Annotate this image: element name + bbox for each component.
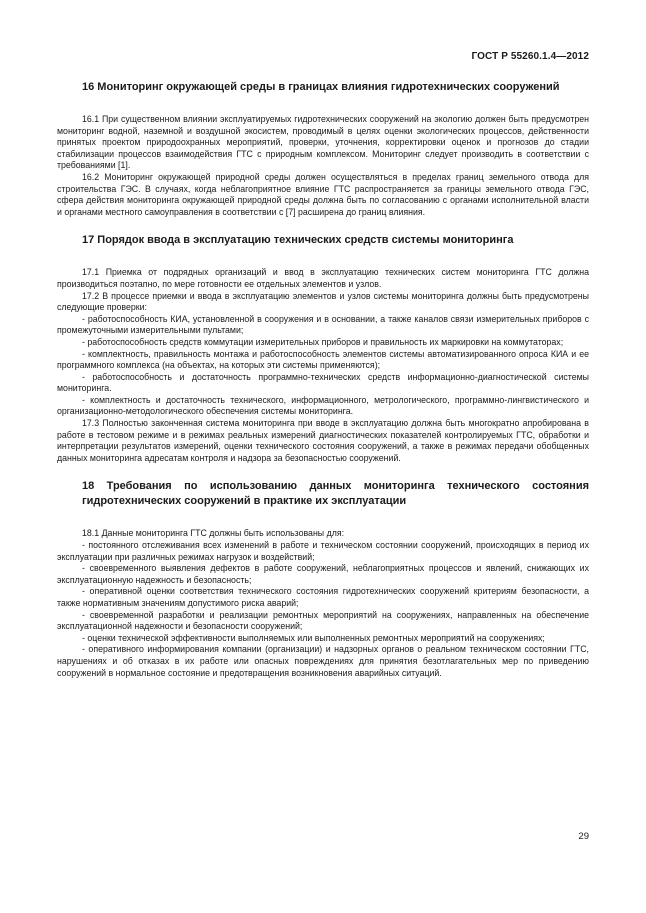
section-17 bbox=[57, 233, 589, 464]
section-heading: 18 Требования по использованию данных мониторинга технического состояния гидротехнических сооружений в практике их эксплуатации bbox=[82, 480, 589, 508]
list-item: - работоспособность средств коммутации измерительных приборов и правильность их маркировки на коммутаторах; bbox=[82, 336, 564, 347]
list-item: - комплектность и достаточность технического, информационного, метрологического, программно-лингвистического и организационно-методологического обеспечения системы мониторинга. bbox=[57, 394, 589, 417]
section-heading: 17 Порядок ввода в эксплуатацию технических средств системы мониторинга bbox=[82, 234, 514, 247]
paragraph: 17.1 Приемка от подрядных организаций и ввод в эксплуатацию технических систем мониторинга ГТС должна производиться поэтапно, по мере готовности ее отдельных элементов и узлов. bbox=[57, 267, 589, 289]
section-18 bbox=[57, 479, 589, 679]
list-item: - оценки технической эффективности выполняемых или выполненных ремонтных мероприятий на сооружениях; bbox=[82, 632, 545, 643]
section-heading: 16 Мониторинг окружающей среды в границах влияния гидротехнических сооружений bbox=[82, 81, 560, 93]
list-item: - комплектность, правильность монтажа и работоспособность элементов системы автоматизированного опроса КИА и ее программного комплекса (на объектах, на которых эти системы применяются); bbox=[57, 348, 589, 371]
paragraph: 16.1 При существенном влиянии эксплуатируемых гидротехнических сооружений на экологию должен быть предусмотрен мониторинг водной, наземной и воздушной экосистем, проводимый в целях оценки экологических процессов, действенности принятых проектом природоохранных мероприятий, проверки, уточнения, корректировки оценок и прогнозов до стадии стабилизации процессов взаимодействия ГТС с природным комплексом. Мониторинг следует производить в соответствии с требованиями [1]. bbox=[57, 114, 589, 171]
page-number: 29 bbox=[578, 831, 589, 842]
list-item: - своевременной разработки и реализации ремонтных мероприятий на сооружениях, направленных на обеспечение эксплуатационной надежности и безопасности сооружений; bbox=[57, 609, 589, 632]
page-content bbox=[57, 80, 589, 694]
paragraph: 16.2 Мониторинг окружающей природной среды должен осуществляться в пределах границ земельного отвода для строительства ГЭС. В случаях, когда неблагоприятное влияние ГТС распространяется за границы земельного отвода ГЭС, сфера действия мониторинга окружающей природной среды должна быть по согласованию с органами исполнительной власти и органами местного самоуправления в соответствии с [7] расширена до границ влияния. bbox=[57, 171, 589, 217]
paragraph: 17.2 В процессе приемки и ввода в эксплуатацию элементов и узлов системы мониторинга должны быть предусмотрены следующие проверки: bbox=[57, 290, 589, 313]
list-item: - оперативного информирования компании (организации) и надзорных органов о реальном техническом состоянии ГТС, нарушениях и об отказах в их работе или опасных повреждениях для принятия безотлагательных мер по приведению сооружений в нормальное состояние и предотвращения возникновения аварийных ситуаций. bbox=[57, 644, 589, 678]
list-item: - своевременного выявления дефектов в работе сооружений, неблагоприятных процессов и явлений, снижающих их эксплуатационную надежность и безопасность; bbox=[57, 563, 589, 585]
list-item: - работоспособность и достаточность программно-технических средств информационно-диагностической системы мониторинга. bbox=[57, 371, 589, 394]
section-16 bbox=[57, 80, 589, 218]
list-item: - оперативной оценки соответствия технического состояния гидротехнических сооружений критериям безопасности, а также нормативным значениям допустимого риска аварий; bbox=[57, 586, 589, 608]
paragraph: 17.3 Полностью законченная система мониторинга при вводе в эксплуатацию должна быть многократно апробирована в работе в тестовом режиме и в режимах реальных измерений диагностических показателей контролируемых ГТС, обработки и интерпретации результатов измерений, оценки технического состояния сооружений, а также в режимах передачи обобщенных данных мониторинга адресатам контроля и надзора за безопасностью сооружений. bbox=[57, 418, 589, 463]
document-code: ГОСТ Р 55260.1.4—2012 bbox=[471, 51, 589, 62]
list-item: - работоспособность КИА, установленной в сооружения и в основании, а также каналов связи измерительных приборов с промежуточными измерительными пультами; bbox=[57, 313, 589, 336]
list-item: - постоянного отслеживания всех изменений в работе и техническом состоянии сооружений, происходящих в период их эксплуатации при различных режимах нагрузок и воздействий; bbox=[57, 540, 589, 562]
paragraph: 18.1 Данные мониторинга ГТС должны быть использованы для: bbox=[82, 528, 345, 539]
